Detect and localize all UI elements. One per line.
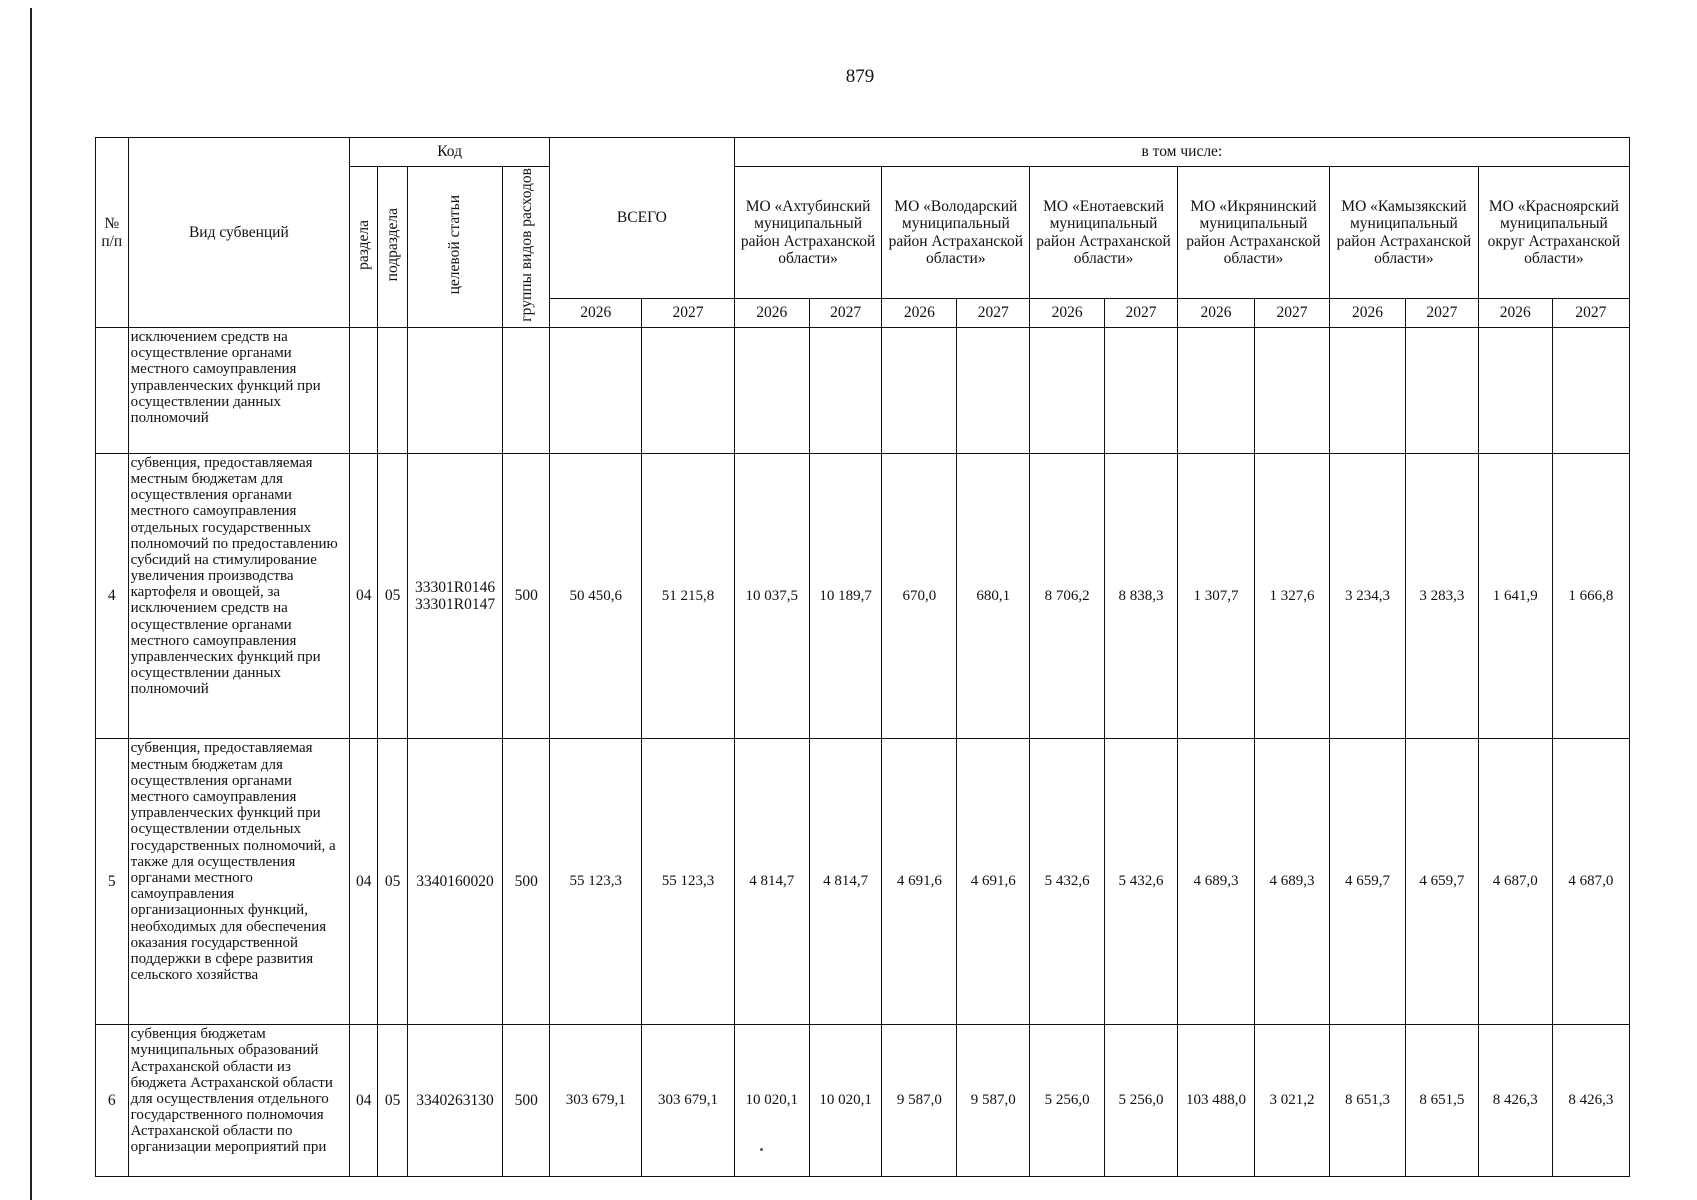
year-2026: 2026 bbox=[1478, 299, 1552, 328]
header-code-podrazdel: подраздела bbox=[378, 167, 407, 328]
header-code-target: целевой статьи bbox=[407, 167, 503, 328]
year-2027: 2027 bbox=[809, 299, 882, 328]
row-municipal-value: 5 432,6 bbox=[1030, 739, 1105, 1025]
row-municipal-value bbox=[1255, 328, 1330, 454]
row-municipal-value: 1 327,6 bbox=[1255, 453, 1330, 739]
row-municipal-value bbox=[1330, 328, 1406, 454]
row-municipal-value bbox=[809, 328, 882, 454]
row-municipal-value: 4 814,7 bbox=[809, 739, 882, 1025]
row-municipal-value: 670,0 bbox=[882, 453, 957, 739]
row-municipal-value: 4 659,7 bbox=[1330, 739, 1406, 1025]
row-municipal-value: 5 256,0 bbox=[1105, 1025, 1178, 1176]
year-2027: 2027 bbox=[642, 299, 734, 328]
row-total-value bbox=[642, 328, 734, 454]
header-mo-ikryaninsky: МО «Икрянинский муниципальный район Астраханской области» bbox=[1177, 167, 1329, 299]
header-num: № п/п bbox=[96, 138, 129, 328]
year-2027: 2027 bbox=[1105, 299, 1178, 328]
row-municipal-value: 3 021,2 bbox=[1255, 1025, 1330, 1176]
year-2026: 2026 bbox=[550, 299, 642, 328]
row-municipal-value: 1 666,8 bbox=[1552, 453, 1629, 739]
header-code: Код bbox=[350, 138, 550, 167]
header-code-group: группы видов расходов bbox=[503, 167, 550, 328]
header-total: ВСЕГО bbox=[550, 138, 735, 299]
row-municipal-value: 680,1 bbox=[957, 453, 1030, 739]
row-municipal-value: 9 587,0 bbox=[957, 1025, 1030, 1176]
scan-speck bbox=[760, 1148, 763, 1151]
row-municipal-value: 8 651,5 bbox=[1406, 1025, 1479, 1176]
header-mo-akhtubinsky: МО «Ахтубинский муниципальный район Астраханской области» bbox=[734, 167, 882, 299]
row-municipal-value bbox=[1030, 328, 1105, 454]
year-2026: 2026 bbox=[1330, 299, 1406, 328]
row-municipal-value: 4 691,6 bbox=[882, 739, 957, 1025]
header-row-1 bbox=[96, 138, 1630, 167]
page-number: 879 bbox=[845, 66, 875, 87]
row-municipal-value bbox=[734, 328, 809, 454]
row-municipal-value: 10 020,1 bbox=[734, 1025, 809, 1176]
table-row bbox=[96, 1025, 1630, 1176]
row-num: 4 bbox=[96, 453, 129, 739]
row-municipal-value: 8 651,3 bbox=[1330, 1025, 1406, 1176]
row-code-group: 500 bbox=[503, 739, 550, 1025]
row-code-podrazdel: 05 bbox=[378, 1025, 407, 1176]
header-kind: Вид субвенций bbox=[128, 138, 350, 328]
row-municipal-value: 5 432,6 bbox=[1105, 739, 1178, 1025]
row-num bbox=[96, 328, 129, 454]
row-municipal-value: 5 256,0 bbox=[1030, 1025, 1105, 1176]
row-code-group: 500 bbox=[503, 453, 550, 739]
row-municipal-value: 10 189,7 bbox=[809, 453, 882, 739]
row-total-value: 55 123,3 bbox=[550, 739, 642, 1025]
subvention-table bbox=[95, 137, 1630, 1177]
header-mo-volodarsky: МО «Володарский муниципальный район Астраханской области» bbox=[882, 167, 1030, 299]
row-municipal-value: 4 691,6 bbox=[957, 739, 1030, 1025]
row-municipal-value: 4 687,0 bbox=[1478, 739, 1552, 1025]
year-2027: 2027 bbox=[1406, 299, 1479, 328]
row-num: 5 bbox=[96, 739, 129, 1025]
header-mo-kamyzyaksky: МО «Камызякский муниципальный район Астраханской области» bbox=[1330, 167, 1479, 299]
row-code-target bbox=[407, 328, 503, 454]
row-code-group: 500 bbox=[503, 1025, 550, 1176]
year-2027: 2027 bbox=[957, 299, 1030, 328]
row-code-razdel bbox=[350, 328, 378, 454]
row-description: субвенция, предоставляемая местным бюджетам для осуществления органами местного самоуправления управленческих функций при осуществлении отдельных государственных полномочий, а также для осуществления органами местного самоуправления организационных функций, необходимых для обеспечения оказания государственной поддержки в сфере развития сельского хозяйства bbox=[128, 739, 350, 1025]
row-municipal-value: 4 687,0 bbox=[1552, 739, 1629, 1025]
row-total-value: 50 450,6 bbox=[550, 453, 642, 739]
row-municipal-value: 8 426,3 bbox=[1478, 1025, 1552, 1176]
row-code-target: 3340160020 bbox=[407, 739, 503, 1025]
header-including: в том числе: bbox=[734, 138, 1629, 167]
row-municipal-value bbox=[1406, 328, 1479, 454]
row-municipal-value bbox=[957, 328, 1030, 454]
header-mo-enotaevsky: МО «Енотаевский муниципальный район Астраханской области» bbox=[1030, 167, 1178, 299]
row-municipal-value bbox=[1105, 328, 1178, 454]
row-municipal-value: 10 037,5 bbox=[734, 453, 809, 739]
row-description: исключением средств на осуществление органами местного самоуправления управленческих функций при осуществлении данных полномочий bbox=[128, 328, 350, 454]
row-municipal-value bbox=[882, 328, 957, 454]
row-municipal-value: 1 307,7 bbox=[1177, 453, 1254, 739]
row-municipal-value: 8 706,2 bbox=[1030, 453, 1105, 739]
table-row bbox=[96, 328, 1630, 454]
table-body bbox=[96, 328, 1630, 1177]
row-total-value: 303 679,1 bbox=[642, 1025, 734, 1176]
year-2026: 2026 bbox=[1030, 299, 1105, 328]
row-municipal-value: 4 689,3 bbox=[1255, 739, 1330, 1025]
row-municipal-value bbox=[1478, 328, 1552, 454]
table-row bbox=[96, 739, 1630, 1025]
row-municipal-value: 8 838,3 bbox=[1105, 453, 1178, 739]
table-row bbox=[96, 453, 1630, 739]
row-municipal-value: 4 689,3 bbox=[1177, 739, 1254, 1025]
year-2027: 2027 bbox=[1255, 299, 1330, 328]
row-description: субвенция бюджетам муниципальных образований Астраханской области из бюджета Астраханской области для осуществления отдельного государственного полномочия Астраханской области по организации мероприятий при bbox=[128, 1025, 350, 1176]
header-mo-krasnoyarsky: МО «Красноярский муниципальный округ Астраханской области» bbox=[1478, 167, 1629, 299]
row-municipal-value: 4 814,7 bbox=[734, 739, 809, 1025]
row-municipal-value: 103 488,0 bbox=[1177, 1025, 1254, 1176]
row-municipal-value: 3 234,3 bbox=[1330, 453, 1406, 739]
row-code-podrazdel: 05 bbox=[378, 739, 407, 1025]
row-total-value: 55 123,3 bbox=[642, 739, 734, 1025]
row-municipal-value bbox=[1177, 328, 1254, 454]
row-code-podrazdel bbox=[378, 328, 407, 454]
row-code-target: 3340263130 bbox=[407, 1025, 503, 1176]
row-description: субвенция, предоставляемая местным бюджетам для осуществления органами местного самоуправления отдельных государственных полномочий по предоставлению субсидий на стимулирование увеличения производства картофеля и овощей, за исключением средств на осуществление органами местного самоуправления управленческих функций при осуществлении данных полномочий bbox=[128, 453, 350, 739]
row-code-razdel: 04 bbox=[350, 453, 378, 739]
row-code-razdel: 04 bbox=[350, 739, 378, 1025]
row-municipal-value: 10 020,1 bbox=[809, 1025, 882, 1176]
year-2026: 2026 bbox=[734, 299, 809, 328]
row-municipal-value: 8 426,3 bbox=[1552, 1025, 1629, 1176]
row-code-podrazdel: 05 bbox=[378, 453, 407, 739]
row-total-value: 51 215,8 bbox=[642, 453, 734, 739]
row-code-group bbox=[503, 328, 550, 454]
row-code-razdel: 04 bbox=[350, 1025, 378, 1176]
header-code-razdel: раздела bbox=[350, 167, 378, 328]
row-total-value: 303 679,1 bbox=[550, 1025, 642, 1176]
year-2026: 2026 bbox=[882, 299, 957, 328]
year-2026: 2026 bbox=[1177, 299, 1254, 328]
row-municipal-value: 9 587,0 bbox=[882, 1025, 957, 1176]
row-num: 6 bbox=[96, 1025, 129, 1176]
row-code-target: 33301R0146 33301R0147 bbox=[407, 453, 503, 739]
row-municipal-value bbox=[1552, 328, 1629, 454]
year-2027: 2027 bbox=[1552, 299, 1629, 328]
row-total-value bbox=[550, 328, 642, 454]
row-municipal-value: 1 641,9 bbox=[1478, 453, 1552, 739]
binding-edge-line bbox=[30, 8, 32, 1200]
row-municipal-value: 4 659,7 bbox=[1406, 739, 1479, 1025]
row-municipal-value: 3 283,3 bbox=[1406, 453, 1479, 739]
